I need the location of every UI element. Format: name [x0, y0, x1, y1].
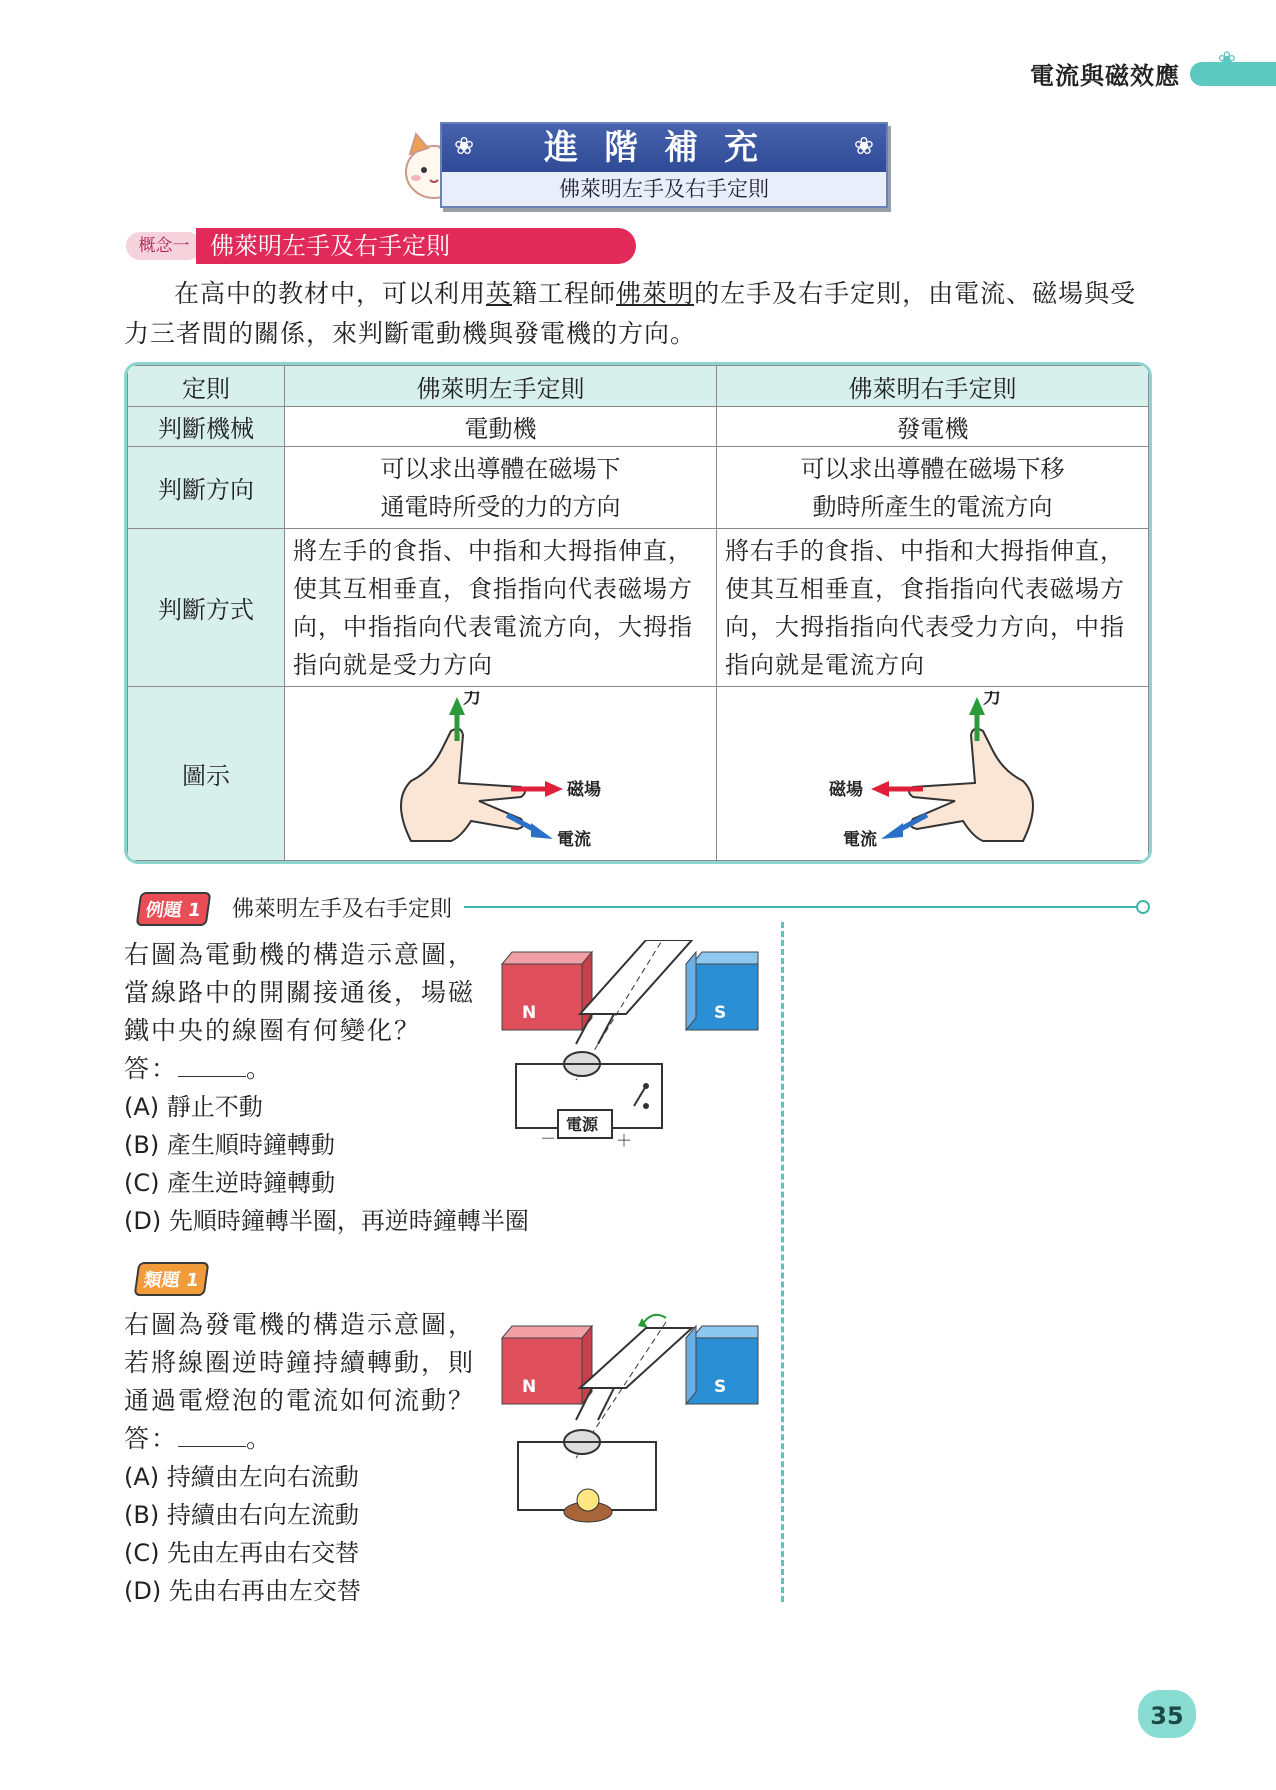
section-banner	[440, 122, 888, 208]
example-question: 右圖為電動機的構造示意圖， 當線路中的開關接通後，場磁 鐵中央的線圈有何變化？ 答： 。	[124, 940, 476, 1083]
concept-number: 概念一	[126, 232, 202, 260]
practice-badge: 類題 1	[134, 1262, 210, 1296]
force-label: 力	[982, 690, 1001, 708]
table-cell: 將右手的食指、中指和大拇指伸直， 使其互相垂直，食指指向代表磁場方 向，大拇指指向代表受力方向，中指 指向就是電流方向	[717, 529, 1149, 687]
example-header	[124, 890, 1164, 926]
banner-title: 進階補充	[442, 124, 886, 172]
south-label: S	[714, 1003, 727, 1023]
page-number: 35	[1138, 1690, 1196, 1738]
plus-label: ＋	[616, 1131, 633, 1150]
banner-subtitle: 佛萊明左手及右手定則	[559, 177, 769, 201]
motor-figure	[496, 940, 766, 1150]
force-label: 力	[462, 690, 481, 708]
north-label: N	[522, 1003, 537, 1023]
column-divider	[781, 922, 784, 1602]
minus-label: －	[540, 1129, 557, 1148]
field-label: 磁場	[566, 779, 601, 800]
option-b[interactable]: (B) 產生順時鐘轉動	[124, 1131, 335, 1159]
answer-blank[interactable]	[178, 1076, 246, 1077]
power-label: 電源	[566, 1115, 599, 1134]
rule-comparison-table	[124, 362, 1152, 864]
paw-icon: ❀	[1217, 48, 1236, 73]
option-a[interactable]: (A) 靜止不動	[124, 1093, 263, 1121]
paw-icon: ❀	[454, 132, 475, 160]
row-label: 判斷機械	[128, 407, 285, 447]
intro-paragraph: 在高中的教材中，可以利用英籍工程師佛萊明的左手及右手定則，由電流、磁場與受力三者間的關係，來判斷電動機與發電機的方向。	[124, 279, 1137, 348]
generator-figure	[496, 1308, 766, 1528]
field-label: 磁場	[828, 779, 863, 800]
concept-title: 佛萊明左手及右手定則	[196, 228, 636, 264]
underlined-term: 佛萊明	[616, 279, 695, 308]
south-label: S	[714, 1377, 727, 1397]
option-c[interactable]: (C) 產生逆時鐘轉動	[124, 1169, 336, 1197]
row-label: 判斷方向	[128, 447, 285, 529]
table-header: 定則	[128, 366, 285, 407]
header-rule	[464, 906, 1138, 908]
table-cell: 可以求出導體在磁場下移 動時所產生的電流方向	[717, 447, 1149, 529]
left-hand-diagram	[285, 687, 717, 861]
north-label: N	[522, 1377, 537, 1397]
answer-blank[interactable]	[178, 1446, 246, 1447]
example-title: 佛萊明左手及右手定則	[232, 897, 453, 922]
row-label: 圖示	[128, 687, 285, 861]
example-badge: 例題 1	[136, 892, 212, 926]
option-b[interactable]: (B) 持續由右向左流動	[124, 1501, 359, 1529]
table-cell: 將左手的食指、中指和大拇指伸直， 使其互相垂直，食指指向代表磁場方 向，中指指向代表電流方向，大拇指 指向就是受力方向	[285, 529, 717, 687]
table-header: 佛萊明左手定則	[285, 366, 717, 407]
option-d[interactable]: (D) 先順時鐘轉半圈，再逆時鐘轉半圈	[124, 1207, 529, 1235]
underlined-term: 英	[486, 279, 513, 308]
table-header: 佛萊明右手定則	[717, 366, 1149, 407]
table-cell: 發電機	[717, 407, 1149, 447]
bulb-icon	[577, 1489, 599, 1511]
table-cell: 可以求出導體在磁場下 通電時所受的力的方向	[285, 447, 717, 529]
right-hand-diagram	[717, 687, 1149, 861]
paw-icon: ❀	[853, 132, 874, 160]
practice-question: 右圖為發電機的構造示意圖， 若將線圈逆時鐘持續轉動，則 通過電燈泡的電流如何流動？ 答： 。	[124, 1310, 476, 1453]
rule-end-dot	[1136, 900, 1150, 914]
table-cell: 電動機	[285, 407, 717, 447]
current-label: 電流	[556, 829, 591, 850]
chapter-title: 電流與磁效應	[1030, 62, 1180, 90]
option-a[interactable]: (A) 持續由左向右流動	[124, 1463, 359, 1491]
option-d[interactable]: (D) 先由右再由左交替	[124, 1577, 361, 1605]
option-c[interactable]: (C) 先由左再由右交替	[124, 1539, 360, 1567]
current-label: 電流	[842, 829, 877, 850]
row-label: 判斷方式	[128, 529, 285, 687]
